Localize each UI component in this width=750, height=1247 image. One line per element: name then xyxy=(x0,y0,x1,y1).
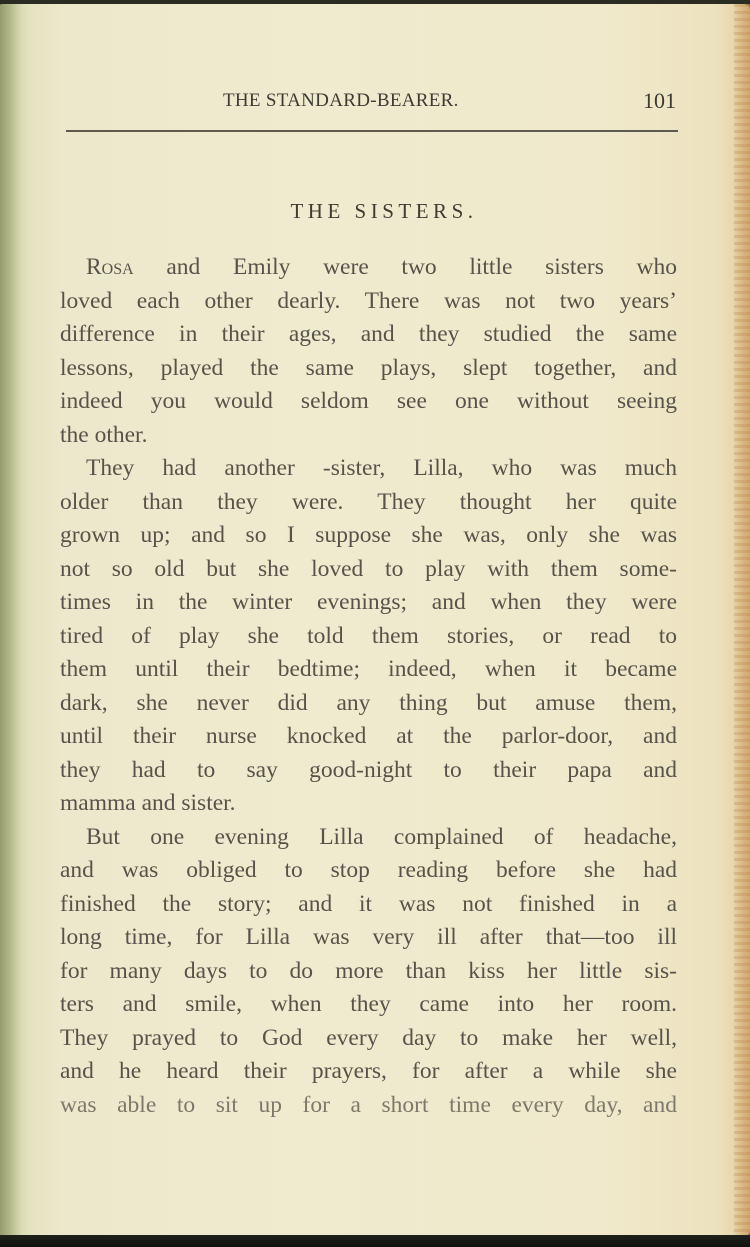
text-line: long time, for Lilla was very ill after that—too ill xyxy=(60,924,677,950)
page-bottom-shadow xyxy=(0,1235,750,1247)
text-line: until their nurse knocked at the parlor-door, and xyxy=(60,723,677,749)
text-line xyxy=(60,251,677,285)
text-line: grown up; and so I suppose she was, only she was xyxy=(60,522,677,548)
text-line: They had another -sister, Lilla, who was much xyxy=(86,455,677,481)
text-line: difference in their ages, and they studied the same xyxy=(60,321,677,347)
page-number: 101 xyxy=(643,88,676,113)
running-header xyxy=(60,90,678,118)
text-line: they had to say good-night to their papa and xyxy=(60,756,677,783)
lead-word: Rosa xyxy=(86,254,134,280)
chapter-title-text: THE SISTERS. xyxy=(290,199,478,223)
text-line: for many days to do more than kiss her little sis- xyxy=(60,957,677,984)
text-line: loved each other dearly. There was not two years’ xyxy=(60,287,677,314)
text-line: them until their bedtime; indeed, when it became xyxy=(60,656,677,682)
page-paper xyxy=(0,4,750,1236)
text-line: finished the story; and it was not finished in a xyxy=(60,890,677,917)
text-line: mamma and sister. xyxy=(60,790,236,816)
text-line: the other. xyxy=(60,421,148,448)
chapter-title xyxy=(0,199,750,224)
line-text: and Emily were two little sisters who xyxy=(133,254,677,280)
running-title: THE STANDARD-BEARER. xyxy=(223,90,459,111)
paragraph-2 xyxy=(60,452,677,821)
paragraph-1 xyxy=(60,251,677,452)
text-line: But one evening Lilla complained of headache, xyxy=(86,823,677,850)
text-line: and he heard their prayers, for after a while she xyxy=(60,1058,677,1084)
paragraph-3 xyxy=(60,821,677,1123)
text-line: not so old but she loved to play with them some- xyxy=(60,555,677,582)
text-line: lessons, played the same plays, slept together, and xyxy=(60,354,677,381)
header-rule xyxy=(66,130,678,132)
text-line: older than they were. They thought her quite xyxy=(60,488,677,515)
text-line: dark, she never did any thing but amuse them, xyxy=(60,689,677,716)
text-line: and was obliged to stop reading before she had xyxy=(60,857,677,883)
text-line: times in the winter evenings; and when they were xyxy=(60,589,677,615)
text-line: They prayed to God every day to make her well, xyxy=(60,1024,677,1051)
text-line: indeed you would seldom see one without seeing xyxy=(60,388,677,414)
text-line: was able to sit up for a short time every day, and xyxy=(60,1091,677,1118)
body-text xyxy=(60,251,677,1122)
text-line: ters and smile, when they came into her room. xyxy=(60,991,677,1017)
text-line: tired of play she told them stories, or read to xyxy=(60,622,677,649)
